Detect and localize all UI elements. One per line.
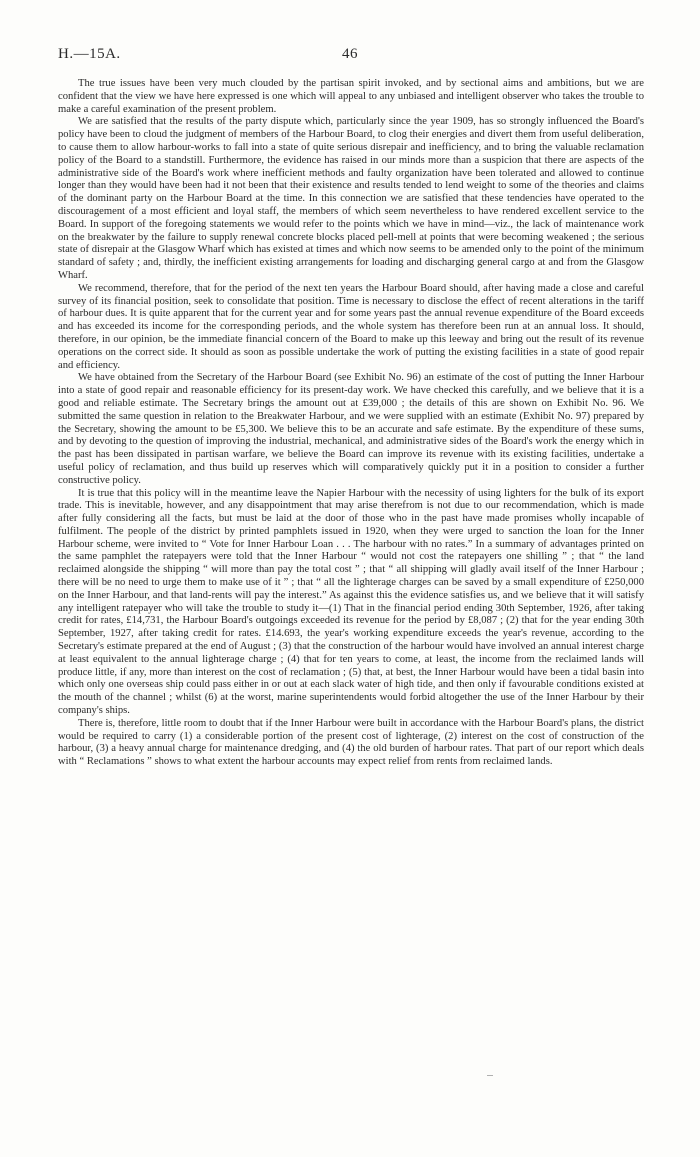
page-header (58, 46, 644, 68)
document-reference: H.—15A. (58, 46, 121, 62)
scan-mark (487, 1075, 493, 1076)
paragraph: We have obtained from the Secretary of the Harbour Board (see Exhibit No. 96) an estimate of the cost of putting the Inner Harbour into a state of good repair and reasonable efficiency for its present-day work. We have checked this carefully, and we believe that it is a good and reliable estimate. The Secretary brings the amount out at £39,000 ; the details of this are shown on Exhibit No. 96. We submitted the same question in relation to the Breakwater Harbour, and we were supplied with an estimate (Exhibit No. 97) prepared by the Secretary, showing the amount to be £5,300. We believe this to be an accurate and safe estimate. By the expenditure of these sums, and by devoting to the question of improving the industrial, mechanical, and administrative sides of the Board's work the energy which in the past has been dissipated in partisan warfare, we believe the Board can improve its revenue with its existing facilities, undertake a useful policy of reclamation, and thus build up reserves which will comparatively quickly put it in a position to consider a further constructive policy. (58, 372, 644, 486)
page-number: 46 (342, 46, 358, 62)
paragraph: It is true that this policy will in the meantime leave the Napier Harbour with the necessity of using lighters for the bulk of its export trade. This is inevitable, however, and any disappointment that may arise therefrom is not due to our recommendation, which is made after fully considering all the facts, but must be laid at the door of those who in the past have made promises wholly incapable of fulfilment. The people of the district by printed pamphlets issued in 1920, when they were urged to sanction the loan for the Inner Harbour scheme, were invited to “ Vote for Inner Harbour Loan . . . The harbour with no rates.” In a summary of advantages printed on the same pamphlet the ratepayers were told that the Inner Harbour “ would not cost the ratepayers one shilling ” ; that “ the land reclaimed alongside the shipping “ will more than pay the total cost ” ; that “ all shipping will gladly avail itself of the Inner Harbour ; there will be no need to urge them to make use of it ” ; that “ all the lighterage charges can be saved by a small expenditure of £250,000 on the Inner Harbour, and that land-rents will pay the interest.” As against this the evidence satisfies us, and we believe that it will satisfy any intelligent ratepayer who will take the trouble to study it—(1) That in the financial period ending 30th September, 1926, after taking credit for rates, £14,731, the Harbour Board's outgoings exceeded its revenue for the period by £8,087 ; (2) that for the year ending 30th September, 1927, after taking credit for rates. £14.693, the year's working expenditure exceeds the year's revenue, according to the Secretary's estimate prepared at the end of August ; (3) that the construction of the harbour would have involved an annual interest charge at least equivalent to the annual lighterage charge ; (4) that for ten years to come, at least, the income from the reclaimed lands will produce little, if any, more than interest on the cost of reclamation ; (5) that, at best, the Inner Harbour would have been a tidal basin into which only one overseas ship could pass either in or out at each slack water of high tide, and then only if favourable conditions existed at the mouth of the channel ; whilst (6) at the worst, marine superintendents would forbid altogether the use of the Inner Harbour by their company's ships. (58, 487, 644, 717)
paragraph: We recommend, therefore, that for the period of the next ten years the Harbour Board should, after having made a close and careful survey of its financial position, seek to consolidate that position. Time is necessary to disclose the effect of recent alterations in the tariff of harbour dues. It is quite apparent that for the current year and for some years past the annual revenue expenditure of the Board exceeds and has exceeded its income for the corresponding periods, and the whole system has therefore been run at an annual loss. It should, therefore, in our opinion, be the immediate financial concern of the Board to make up this leeway and bring out the result of its revenue operations on the correct side. It should as soon as possible undertake the work of putting the existing facilities in a state of good repair and efficiency. (58, 282, 644, 371)
paragraph: There is, therefore, little room to doubt that if the Inner Harbour were built in accordance with the Harbour Board's plans, the district would be required to carry (1) a considerable portion of the present cost of lighterage, (2) interest on the cost of construction of the harbour, (3) a heavy annual charge for maintenance dredging, and (4) the old burden of harbour rates. That part of our report which deals with “ Reclamations ” shows to what extent the harbour accounts may expect relief from rents from reclaimed lands. (58, 717, 644, 768)
paragraph: The true issues have been very much clouded by the partisan spirit invoked, and by sectional aims and ambitions, but we are confident that the view we have here expressed is one which will appeal to any unbiased and intelligent observer who takes the trouble to make a careful examination of the present problem. (58, 78, 644, 115)
paragraph: We are satisfied that the results of the party dispute which, particularly since the year 1909, has so strongly influenced the Board's policy have been to cloud the judgment of members of the Harbour Board, to clog their energies and divert them from useful deliberation, to cause them to allow harbour-works to fall into a state of quite serious disrepair and inefficiency, and to bring the valuable reclamation policy of the Board to a standstill. Furthermore, the evidence has raised in our minds more than a suspicion that there are aspects of the administrative side of the Board's work where inefficient methods and faulty organization have been tolerated and allowed to continue longer than they would have been had it not been that their existence and results tended to lend weight to some of the theories and claims of the dominant party on the Harbour Board at the time. In this connection we are satisfied that these tendencies have operated to the discouragement of a most efficient and loyal staff, the members of which seem nevertheless to have rendered excellent service to the Board. In support of the foregoing statements we would refer to the points which we have in mind—viz., the lack of maintenance work on the breakwater by the failure to supply renewal concrete blocks placed pell-mell at points that were becoming weakened ; the serious state of disrepair at the Glasgow Wharf which has existed at times and which now seems to be amended only to the point of the minimum standard of safety ; and, thirdly, the inefficient existing arrangements for loading and discharging general cargo at and from the Glasgow Wharf. (58, 116, 644, 281)
report-body (58, 78, 644, 769)
